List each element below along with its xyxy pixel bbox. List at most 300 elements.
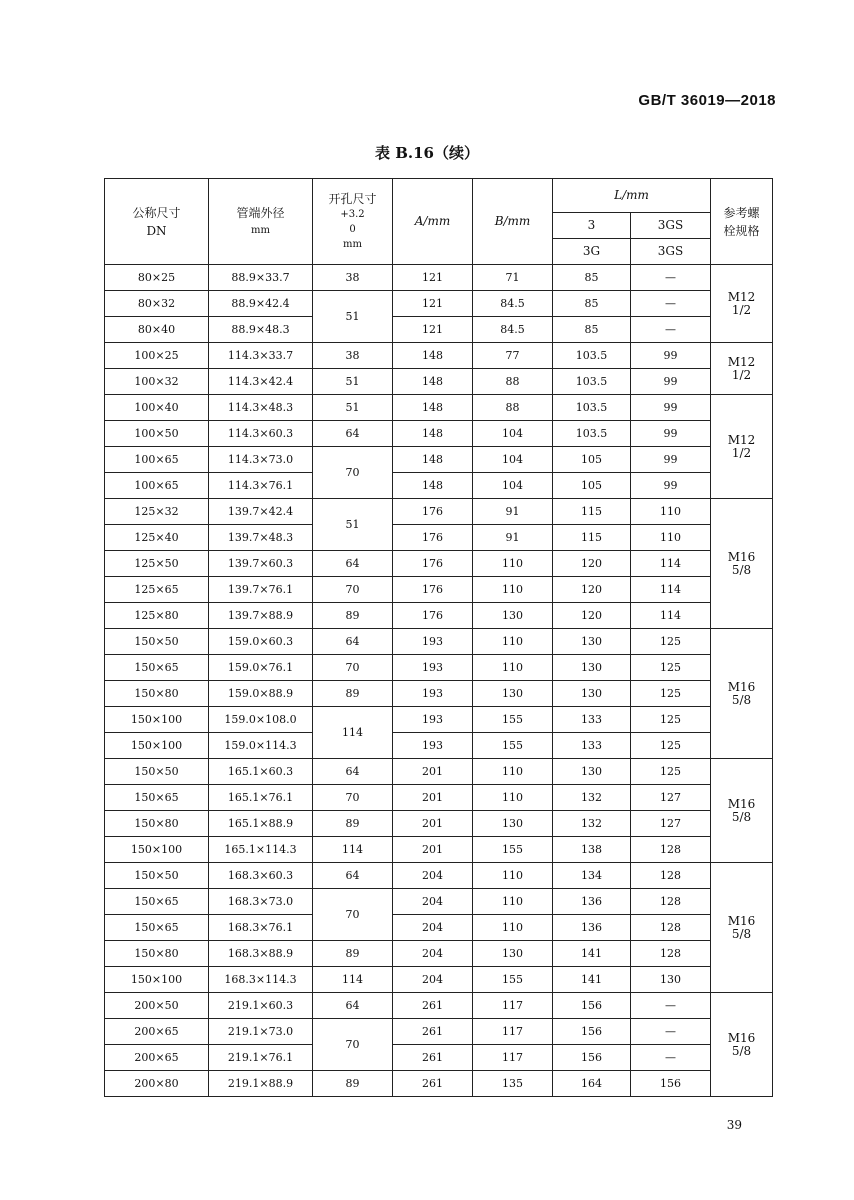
cell-a: 204 [393, 941, 473, 967]
cell-l-3gs: 110 [631, 525, 711, 551]
cell-bolt-spec [711, 343, 773, 395]
cell-b: 110 [473, 759, 553, 785]
standard-code: GB/T 36019—2018 [638, 92, 776, 109]
cell-b: 117 [473, 1019, 553, 1045]
cell-hole-size: 64 [313, 551, 393, 577]
cell-b: 130 [473, 941, 553, 967]
cell-dn: 200×50 [105, 993, 209, 1019]
bolt-size: M16 [727, 1030, 756, 1045]
cell-l-3gs: 127 [631, 811, 711, 837]
cell-l-3g: 136 [553, 889, 631, 915]
cell-l-3gs: — [631, 1045, 711, 1071]
cell-b: 130 [473, 681, 553, 707]
cell-bolt-spec [711, 993, 773, 1097]
cell-pipe-od: 165.1×60.3 [209, 759, 313, 785]
cell-l-3g: 85 [553, 317, 631, 343]
cell-l-3g: 141 [553, 967, 631, 993]
table-row [105, 525, 773, 551]
cell-b: 155 [473, 837, 553, 863]
cell-b: 130 [473, 811, 553, 837]
table-row [105, 265, 773, 291]
cell-b: 71 [473, 265, 553, 291]
cell-dn: 80×32 [105, 291, 209, 317]
cell-pipe-od: 165.1×88.9 [209, 811, 313, 837]
cell-bolt-spec [711, 265, 773, 343]
header-bolt [711, 179, 773, 265]
cell-l-3gs: 99 [631, 343, 711, 369]
cell-a: 204 [393, 863, 473, 889]
cell-hole-size: 38 [313, 265, 393, 291]
cell-hole-size: 64 [313, 759, 393, 785]
cell-dn: 100×65 [105, 447, 209, 473]
cell-dn: 150×100 [105, 733, 209, 759]
table-row [105, 291, 773, 317]
cell-hole-size: 89 [313, 941, 393, 967]
cell-pipe-od: 219.1×76.1 [209, 1045, 313, 1071]
cell-a: 201 [393, 759, 473, 785]
cell-hole-size: 114 [313, 837, 393, 863]
cell-l-3gs: 128 [631, 915, 711, 941]
cell-l-3g: 130 [553, 629, 631, 655]
cell-a: 148 [393, 343, 473, 369]
cell-b: 110 [473, 889, 553, 915]
cell-a: 193 [393, 707, 473, 733]
cell-a: 148 [393, 421, 473, 447]
table-row [105, 733, 773, 759]
header-l-3gs: 3GS [631, 213, 711, 239]
cell-l-3gs: — [631, 317, 711, 343]
cell-l-3g: 120 [553, 603, 631, 629]
cell-dn: 125×50 [105, 551, 209, 577]
cell-l-3g: 85 [553, 291, 631, 317]
cell-dn: 150×100 [105, 967, 209, 993]
table-row [105, 889, 773, 915]
cell-l-3gs: 125 [631, 707, 711, 733]
cell-l-3gs: 130 [631, 967, 711, 993]
header-bolt-line2: 栓规格 [723, 223, 760, 238]
header-pipe-label: 管端外径 [236, 205, 285, 220]
cell-l-3g: 132 [553, 785, 631, 811]
cell-b: 117 [473, 993, 553, 1019]
bolt-size: M12 [727, 289, 756, 304]
cell-b: 110 [473, 863, 553, 889]
cell-b: 117 [473, 1045, 553, 1071]
cell-l-3g: 103.5 [553, 421, 631, 447]
cell-a: 204 [393, 889, 473, 915]
cell-l-3g: 136 [553, 915, 631, 941]
cell-l-3gs: — [631, 1019, 711, 1045]
table-row [105, 603, 773, 629]
table-row [105, 837, 773, 863]
cell-l-3g: 105 [553, 473, 631, 499]
bolt-inch: 1/2 [731, 367, 752, 382]
header-hole-label: 开孔尺寸 [328, 191, 377, 206]
cell-l-3g: 85 [553, 265, 631, 291]
cell-b: 155 [473, 707, 553, 733]
cell-hole-size: 51 [313, 291, 393, 343]
cell-l-3gs: 128 [631, 863, 711, 889]
cell-hole-size: 38 [313, 343, 393, 369]
cell-l-3g: 115 [553, 525, 631, 551]
cell-a: 193 [393, 655, 473, 681]
cell-l-3gs: — [631, 291, 711, 317]
cell-a: 193 [393, 733, 473, 759]
cell-hole-size: 70 [313, 577, 393, 603]
cell-l-3gs: 125 [631, 655, 711, 681]
cell-l-3gs: 99 [631, 369, 711, 395]
cell-dn: 150×65 [105, 915, 209, 941]
cell-l-3gs: 128 [631, 889, 711, 915]
table-row [105, 421, 773, 447]
cell-a: 121 [393, 291, 473, 317]
header-b: B/mm [473, 179, 553, 265]
cell-a: 193 [393, 629, 473, 655]
cell-b: 84.5 [473, 317, 553, 343]
cell-a: 176 [393, 577, 473, 603]
cell-b: 88 [473, 369, 553, 395]
bolt-size: M16 [727, 796, 756, 811]
table-row [105, 967, 773, 993]
cell-b: 110 [473, 785, 553, 811]
cell-l-3gs: 99 [631, 395, 711, 421]
table-row [105, 577, 773, 603]
cell-l-3gs: 99 [631, 473, 711, 499]
cell-pipe-od: 139.7×42.4 [209, 499, 313, 525]
cell-pipe-od: 159.0×76.1 [209, 655, 313, 681]
cell-b: 91 [473, 499, 553, 525]
cell-a: 176 [393, 499, 473, 525]
cell-l-3g: 134 [553, 863, 631, 889]
cell-dn: 80×40 [105, 317, 209, 343]
table-row [105, 707, 773, 733]
header-hole-tol-lower: 0 [349, 223, 356, 235]
cell-dn: 150×65 [105, 889, 209, 915]
cell-dn: 150×50 [105, 863, 209, 889]
table-row [105, 863, 773, 889]
bolt-inch: 1/2 [731, 445, 752, 460]
cell-l-3g: 156 [553, 1045, 631, 1071]
table-row [105, 1045, 773, 1071]
cell-l-3g: 105 [553, 447, 631, 473]
cell-l-3gs: 114 [631, 551, 711, 577]
cell-dn: 200×65 [105, 1045, 209, 1071]
bolt-size: M12 [727, 432, 756, 447]
cell-a: 204 [393, 915, 473, 941]
cell-l-3gs: 125 [631, 759, 711, 785]
table-row [105, 551, 773, 577]
cell-dn: 100×65 [105, 473, 209, 499]
header-l-3gs-2: 3GS [631, 239, 711, 265]
cell-l-3gs: 99 [631, 421, 711, 447]
cell-hole-size: 89 [313, 603, 393, 629]
cell-pipe-od: 114.3×42.4 [209, 369, 313, 395]
dimension-table [104, 178, 773, 1097]
cell-dn: 150×80 [105, 941, 209, 967]
cell-a: 201 [393, 785, 473, 811]
cell-a: 261 [393, 993, 473, 1019]
cell-hole-size: 114 [313, 707, 393, 759]
table-row [105, 1019, 773, 1045]
cell-dn: 150×100 [105, 707, 209, 733]
cell-hole-size: 70 [313, 447, 393, 499]
cell-l-3gs: 114 [631, 577, 711, 603]
cell-pipe-od: 139.7×88.9 [209, 603, 313, 629]
bolt-inch: 5/8 [731, 926, 752, 941]
cell-dn: 125×65 [105, 577, 209, 603]
cell-l-3g: 156 [553, 1019, 631, 1045]
cell-l-3g: 130 [553, 655, 631, 681]
cell-l-3g: 164 [553, 1071, 631, 1097]
cell-pipe-od: 139.7×76.1 [209, 577, 313, 603]
cell-l-3gs: 156 [631, 1071, 711, 1097]
cell-b: 104 [473, 473, 553, 499]
cell-b: 110 [473, 655, 553, 681]
cell-l-3g: 103.5 [553, 395, 631, 421]
cell-hole-size: 70 [313, 1019, 393, 1071]
cell-dn: 150×65 [105, 785, 209, 811]
cell-hole-size: 89 [313, 1071, 393, 1097]
cell-hole-size: 64 [313, 863, 393, 889]
cell-pipe-od: 219.1×60.3 [209, 993, 313, 1019]
table-body [105, 265, 773, 1097]
cell-dn: 150×80 [105, 681, 209, 707]
cell-pipe-od: 219.1×88.9 [209, 1071, 313, 1097]
cell-dn: 100×32 [105, 369, 209, 395]
cell-bolt-spec [711, 629, 773, 759]
bolt-size: M16 [727, 679, 756, 694]
header-l: L/mm [553, 179, 711, 213]
cell-dn: 125×80 [105, 603, 209, 629]
table-row [105, 317, 773, 343]
cell-a: 176 [393, 525, 473, 551]
table-row [105, 941, 773, 967]
cell-b: 110 [473, 629, 553, 655]
cell-dn: 100×40 [105, 395, 209, 421]
cell-l-3gs: 128 [631, 837, 711, 863]
cell-a: 261 [393, 1045, 473, 1071]
table-row [105, 343, 773, 369]
cell-pipe-od: 159.0×108.0 [209, 707, 313, 733]
cell-hole-size: 89 [313, 681, 393, 707]
table-row [105, 681, 773, 707]
cell-pipe-od: 88.9×33.7 [209, 265, 313, 291]
cell-hole-size: 64 [313, 629, 393, 655]
header-dn [105, 179, 209, 265]
cell-b: 110 [473, 915, 553, 941]
cell-l-3g: 130 [553, 681, 631, 707]
cell-pipe-od: 139.7×48.3 [209, 525, 313, 551]
table-row [105, 993, 773, 1019]
cell-l-3gs: 114 [631, 603, 711, 629]
cell-l-3g: 141 [553, 941, 631, 967]
cell-dn: 150×80 [105, 811, 209, 837]
table-row [105, 369, 773, 395]
cell-l-3g: 138 [553, 837, 631, 863]
table-row [105, 1071, 773, 1097]
cell-a: 176 [393, 603, 473, 629]
cell-pipe-od: 159.0×88.9 [209, 681, 313, 707]
table-row [105, 915, 773, 941]
cell-pipe-od: 165.1×76.1 [209, 785, 313, 811]
cell-a: 148 [393, 369, 473, 395]
cell-pipe-od: 159.0×60.3 [209, 629, 313, 655]
cell-hole-size: 70 [313, 889, 393, 941]
cell-hole-size: 51 [313, 395, 393, 421]
cell-bolt-spec [711, 863, 773, 993]
page-number: 39 [726, 1118, 742, 1132]
cell-b: 77 [473, 343, 553, 369]
bolt-inch: 5/8 [731, 692, 752, 707]
cell-pipe-od: 168.3×60.3 [209, 863, 313, 889]
cell-b: 104 [473, 421, 553, 447]
cell-dn: 125×32 [105, 499, 209, 525]
cell-a: 201 [393, 837, 473, 863]
cell-l-3g: 130 [553, 759, 631, 785]
table-row [105, 655, 773, 681]
header-l-3: 3 [553, 213, 631, 239]
cell-b: 155 [473, 967, 553, 993]
cell-b: 110 [473, 551, 553, 577]
bolt-size: M16 [727, 549, 756, 564]
bolt-inch: 1/2 [731, 302, 752, 317]
cell-b: 155 [473, 733, 553, 759]
cell-dn: 150×50 [105, 629, 209, 655]
table-row [105, 785, 773, 811]
cell-l-3gs: 125 [631, 681, 711, 707]
cell-pipe-od: 168.3×73.0 [209, 889, 313, 915]
bolt-inch: 5/8 [731, 809, 752, 824]
table-row [105, 629, 773, 655]
cell-b: 104 [473, 447, 553, 473]
cell-a: 148 [393, 447, 473, 473]
header-bolt-line1: 参考螺 [723, 205, 760, 220]
header-hole-unit: mm [343, 238, 362, 250]
cell-dn: 200×65 [105, 1019, 209, 1045]
cell-l-3g: 133 [553, 707, 631, 733]
header-dn-sub: DN [146, 223, 167, 238]
header-hole-tol-upper: +3.2 [340, 208, 365, 220]
cell-l-3gs: 125 [631, 629, 711, 655]
header-a: A/mm [393, 179, 473, 265]
table-row [105, 759, 773, 785]
cell-pipe-od: 88.9×42.4 [209, 291, 313, 317]
table-row [105, 473, 773, 499]
cell-l-3gs: 99 [631, 447, 711, 473]
cell-hole-size: 51 [313, 499, 393, 551]
cell-a: 176 [393, 551, 473, 577]
bolt-size: M16 [727, 913, 756, 928]
cell-bolt-spec [711, 395, 773, 499]
cell-hole-size: 70 [313, 785, 393, 811]
cell-l-3gs: 110 [631, 499, 711, 525]
cell-a: 201 [393, 811, 473, 837]
cell-pipe-od: 114.3×33.7 [209, 343, 313, 369]
cell-l-3g: 132 [553, 811, 631, 837]
cell-dn: 80×25 [105, 265, 209, 291]
header-l-3g: 3G [553, 239, 631, 265]
bolt-inch: 5/8 [731, 1043, 752, 1058]
table-row [105, 395, 773, 421]
cell-b: 88 [473, 395, 553, 421]
cell-l-3g: 120 [553, 577, 631, 603]
cell-pipe-od: 168.3×76.1 [209, 915, 313, 941]
cell-bolt-spec [711, 499, 773, 629]
cell-pipe-od: 168.3×88.9 [209, 941, 313, 967]
cell-b: 110 [473, 577, 553, 603]
cell-hole-size: 64 [313, 421, 393, 447]
cell-pipe-od: 114.3×60.3 [209, 421, 313, 447]
cell-l-3g: 103.5 [553, 343, 631, 369]
cell-a: 193 [393, 681, 473, 707]
cell-l-3g: 156 [553, 993, 631, 1019]
table-caption: 表 B.16（续） [375, 144, 479, 162]
cell-pipe-od: 114.3×76.1 [209, 473, 313, 499]
cell-l-3gs: 125 [631, 733, 711, 759]
bolt-size: M12 [727, 354, 756, 369]
cell-b: 135 [473, 1071, 553, 1097]
cell-dn: 100×25 [105, 343, 209, 369]
table-row [105, 447, 773, 473]
cell-l-3gs: 128 [631, 941, 711, 967]
cell-dn: 125×40 [105, 525, 209, 551]
cell-a: 148 [393, 395, 473, 421]
bolt-inch: 5/8 [731, 562, 752, 577]
cell-pipe-od: 114.3×73.0 [209, 447, 313, 473]
cell-dn: 100×50 [105, 421, 209, 447]
table-row [105, 811, 773, 837]
cell-dn: 200×80 [105, 1071, 209, 1097]
cell-dn: 150×65 [105, 655, 209, 681]
cell-l-3g: 120 [553, 551, 631, 577]
cell-a: 148 [393, 473, 473, 499]
cell-bolt-spec [711, 759, 773, 863]
cell-b: 130 [473, 603, 553, 629]
cell-l-3gs: — [631, 265, 711, 291]
cell-dn: 150×50 [105, 759, 209, 785]
cell-a: 121 [393, 317, 473, 343]
cell-hole-size: 114 [313, 967, 393, 993]
cell-l-3g: 133 [553, 733, 631, 759]
cell-pipe-od: 219.1×73.0 [209, 1019, 313, 1045]
cell-l-3gs: — [631, 993, 711, 1019]
cell-a: 121 [393, 265, 473, 291]
cell-a: 261 [393, 1019, 473, 1045]
cell-hole-size: 51 [313, 369, 393, 395]
header-dn-label: 公称尺寸 [132, 205, 181, 220]
cell-hole-size: 70 [313, 655, 393, 681]
header-hole [313, 179, 393, 265]
cell-dn: 150×100 [105, 837, 209, 863]
header-pipe [209, 179, 313, 265]
cell-hole-size: 89 [313, 811, 393, 837]
cell-pipe-od: 168.3×114.3 [209, 967, 313, 993]
header-pipe-unit: mm [251, 224, 270, 236]
cell-pipe-od: 159.0×114.3 [209, 733, 313, 759]
cell-l-3gs: 127 [631, 785, 711, 811]
cell-pipe-od: 139.7×60.3 [209, 551, 313, 577]
cell-pipe-od: 114.3×48.3 [209, 395, 313, 421]
cell-hole-size: 64 [313, 993, 393, 1019]
cell-b: 91 [473, 525, 553, 551]
cell-l-3g: 103.5 [553, 369, 631, 395]
cell-b: 84.5 [473, 291, 553, 317]
cell-pipe-od: 88.9×48.3 [209, 317, 313, 343]
cell-l-3g: 115 [553, 499, 631, 525]
cell-a: 261 [393, 1071, 473, 1097]
cell-pipe-od: 165.1×114.3 [209, 837, 313, 863]
table-row [105, 499, 773, 525]
cell-a: 204 [393, 967, 473, 993]
